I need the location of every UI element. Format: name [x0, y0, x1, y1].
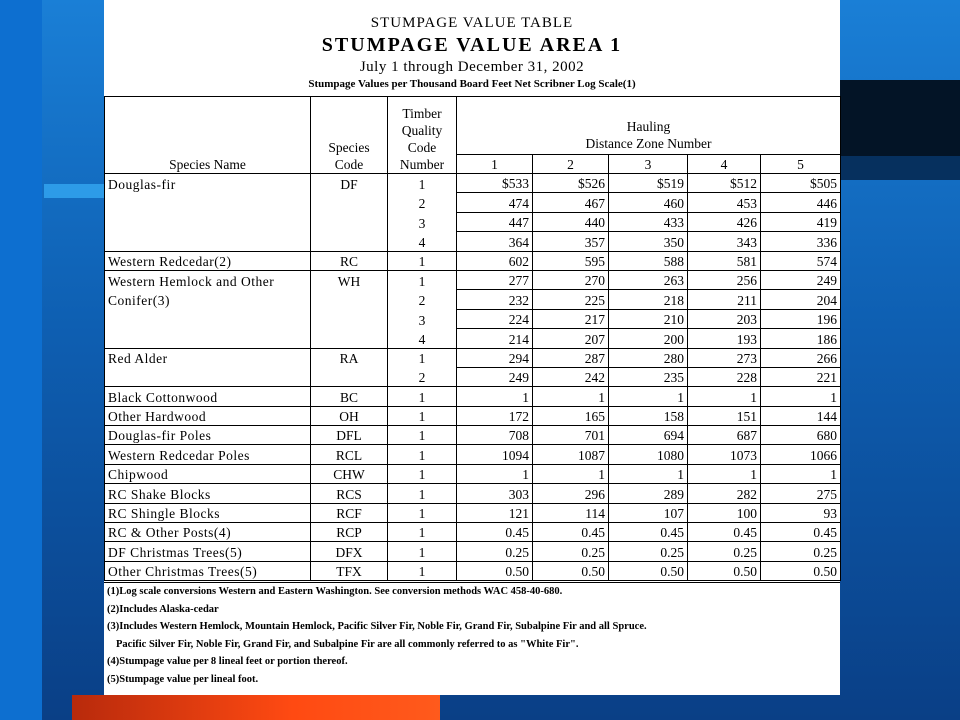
quality-code-cell: 1	[388, 426, 457, 445]
zone-3-value-cell: 1080	[609, 445, 688, 464]
species-code-cell	[311, 309, 388, 328]
species-name-cell	[105, 193, 311, 212]
zone-1-value-cell: 1094	[457, 445, 533, 464]
quality-code-cell: 1	[388, 445, 457, 464]
species-code-cell: RCS	[311, 484, 388, 503]
zone-1-value-cell: 277	[457, 270, 533, 289]
zone-4-value-cell: 193	[688, 329, 761, 348]
species-code-cell	[311, 290, 388, 309]
zone-4-value-cell: 1073	[688, 445, 761, 464]
table-row	[105, 484, 841, 503]
species-code-cell: RA	[311, 348, 388, 367]
zone-5-value-cell: 0.50	[761, 561, 841, 580]
zone-3-value-cell: 1	[609, 464, 688, 483]
table-row	[105, 290, 841, 309]
zone-2-value-cell: 270	[533, 270, 609, 289]
zone-3-value-cell: 210	[609, 309, 688, 328]
zone-2-value-cell: 0.25	[533, 542, 609, 561]
quality-code-cell: 1	[388, 348, 457, 367]
species-name-cell: RC & Other Posts(4)	[105, 523, 311, 542]
zone-4-value-cell: 0.50	[688, 561, 761, 580]
table-row	[105, 445, 841, 464]
species-name-cell: Western Hemlock and Other	[105, 270, 311, 289]
table-row	[105, 503, 841, 522]
header-species-code	[311, 97, 388, 174]
zone-4-value-cell: 453	[688, 193, 761, 212]
zone-5-value-cell: 0.45	[761, 523, 841, 542]
footnote-3: (3)Includes Western Hemlock, Mountain Hemlock, Pacific Silver Fir, Noble Fir, Grand Fir, Subalpine Fir and all Spruce.	[107, 621, 647, 632]
zone-5-value-cell: 196	[761, 309, 841, 328]
zone-1-value-cell: 474	[457, 193, 533, 212]
species-name-cell	[105, 367, 311, 386]
header-timber-line2: Quality	[401, 123, 443, 138]
quality-code-cell: 2	[388, 193, 457, 212]
zone-3-value-cell: 289	[609, 484, 688, 503]
zone-1-value-cell: 232	[457, 290, 533, 309]
zone-2-value-cell: 595	[533, 251, 609, 270]
zone-2-value-cell: 0.45	[533, 523, 609, 542]
zone-4-value-cell: 687	[688, 426, 761, 445]
species-name-cell: Douglas-fir	[105, 174, 311, 193]
zone-5-value-cell: 275	[761, 484, 841, 503]
species-name-cell	[105, 309, 311, 328]
stumpage-table	[104, 96, 841, 581]
zone-4-value-cell: 343	[688, 232, 761, 251]
species-code-cell: DF	[311, 174, 388, 193]
quality-code-cell: 1	[388, 523, 457, 542]
zone-2-value-cell: 242	[533, 367, 609, 386]
footnote-4: (4)Stumpage value per 8 lineal feet or portion thereof.	[107, 656, 348, 667]
species-name-cell: Red Alder	[105, 348, 311, 367]
quality-code-cell: 1	[388, 484, 457, 503]
quality-code-cell: 4	[388, 329, 457, 348]
zone-2-value-cell: 701	[533, 426, 609, 445]
zone-2-value-cell: 440	[533, 212, 609, 231]
quality-code-cell: 3	[388, 212, 457, 231]
species-code-cell: RC	[311, 251, 388, 270]
zone-1-value-cell: 708	[457, 426, 533, 445]
header-zone-2: 2	[533, 155, 609, 174]
area-title: STUMPAGE VALUE AREA 1	[321, 34, 623, 56]
header-zone-1: 1	[457, 155, 533, 174]
zone-2-value-cell: 1087	[533, 445, 609, 464]
quality-code-cell: 3	[388, 309, 457, 328]
zone-1-value-cell: 1	[457, 464, 533, 483]
zone-5-value-cell: $505	[761, 174, 841, 193]
species-code-cell: DFL	[311, 426, 388, 445]
table-row	[105, 561, 841, 580]
zone-1-value-cell: 294	[457, 348, 533, 367]
date-range: July 1 through December 31, 2002	[359, 59, 585, 75]
table-row	[105, 212, 841, 231]
units-subtitle: Stumpage Values per Thousand Board Feet Net Scribner Log Scale(1)	[308, 78, 636, 90]
stumpage-document	[104, 0, 840, 695]
zone-5-value-cell: 249	[761, 270, 841, 289]
header-timber-line3: Code	[407, 140, 437, 155]
zone-5-value-cell: 680	[761, 426, 841, 445]
document-titles	[104, 14, 840, 92]
zone-3-value-cell: 107	[609, 503, 688, 522]
quality-code-cell: 1	[388, 270, 457, 289]
quality-code-cell: 1	[388, 464, 457, 483]
species-name-cell: RC Shingle Blocks	[105, 503, 311, 522]
species-name-cell: Western Redcedar(2)	[105, 251, 311, 270]
zone-4-value-cell: 426	[688, 212, 761, 231]
zone-5-value-cell: 574	[761, 251, 841, 270]
zone-5-value-cell: 266	[761, 348, 841, 367]
zone-4-value-cell: 581	[688, 251, 761, 270]
table-body	[105, 174, 841, 581]
zone-3-value-cell: 460	[609, 193, 688, 212]
species-name-cell: Black Cottonwood	[105, 387, 311, 406]
species-name-cell	[105, 329, 311, 348]
species-code-cell: WH	[311, 270, 388, 289]
zone-3-value-cell: 350	[609, 232, 688, 251]
background-dark-block-lower	[839, 156, 960, 180]
background-dark-block	[839, 80, 960, 156]
header-hauling-line2: Distance Zone Number	[585, 135, 712, 151]
zone-5-value-cell: 446	[761, 193, 841, 212]
zone-4-value-cell: 100	[688, 503, 761, 522]
table-row	[105, 251, 841, 270]
zone-2-value-cell: 1	[533, 464, 609, 483]
header-zone-3: 3	[609, 155, 688, 174]
zone-3-value-cell: 0.25	[609, 542, 688, 561]
header-timber-line4: Number	[399, 157, 445, 172]
table-title: STUMPAGE VALUE TABLE	[370, 15, 574, 31]
table-row	[105, 523, 841, 542]
table-row	[105, 270, 841, 289]
zone-5-value-cell: 336	[761, 232, 841, 251]
background-left-bar	[0, 0, 42, 720]
zone-5-value-cell: 186	[761, 329, 841, 348]
table-row	[105, 426, 841, 445]
quality-code-cell: 1	[388, 387, 457, 406]
quality-code-cell: 1	[388, 542, 457, 561]
zone-2-value-cell: 217	[533, 309, 609, 328]
footnote-5: (5)Stumpage value per lineal foot.	[107, 673, 259, 685]
zone-3-value-cell: 235	[609, 367, 688, 386]
header-hauling-line1: Hauling	[626, 118, 671, 134]
quality-code-cell: 4	[388, 232, 457, 251]
zone-5-value-cell: 221	[761, 367, 841, 386]
species-code-cell: DFX	[311, 542, 388, 561]
table-row	[105, 174, 841, 193]
zone-1-value-cell: 224	[457, 309, 533, 328]
table-row	[105, 348, 841, 367]
table-row	[105, 542, 841, 561]
species-code-cell: RCP	[311, 523, 388, 542]
zone-1-value-cell: 1	[457, 387, 533, 406]
zone-5-value-cell: 1	[761, 464, 841, 483]
footnote-1: (1)Log scale conversions Western and Eastern Washington. See conversion methods WAC 458-40-680.	[107, 586, 563, 597]
zone-2-value-cell: 0.50	[533, 561, 609, 580]
species-name-cell: RC Shake Blocks	[105, 484, 311, 503]
quality-code-cell: 1	[388, 406, 457, 425]
zone-2-value-cell: 1	[533, 387, 609, 406]
header-zone-4: 4	[688, 155, 761, 174]
zone-4-value-cell: 273	[688, 348, 761, 367]
zone-4-value-cell: 256	[688, 270, 761, 289]
zone-2-value-cell: 357	[533, 232, 609, 251]
zone-2-value-cell: 225	[533, 290, 609, 309]
zone-2-value-cell: 467	[533, 193, 609, 212]
zone-1-value-cell: 172	[457, 406, 533, 425]
species-code-cell	[311, 212, 388, 231]
species-code-cell	[311, 232, 388, 251]
zone-1-value-cell: $533	[457, 174, 533, 193]
zone-4-value-cell: $512	[688, 174, 761, 193]
species-code-cell: CHW	[311, 464, 388, 483]
zone-3-value-cell: 218	[609, 290, 688, 309]
zone-3-value-cell: 280	[609, 348, 688, 367]
zone-2-value-cell: 165	[533, 406, 609, 425]
footnote-2: (2)Includes Alaska-cedar	[107, 603, 219, 615]
zone-3-value-cell: 588	[609, 251, 688, 270]
quality-code-cell: 1	[388, 561, 457, 580]
header-species-code-line1: Species	[328, 140, 370, 155]
zone-4-value-cell: 282	[688, 484, 761, 503]
header-timber-quality	[388, 97, 457, 174]
footnotes	[104, 582, 840, 696]
zone-5-value-cell: 93	[761, 503, 841, 522]
zone-3-value-cell: 1	[609, 387, 688, 406]
zone-1-value-cell: 364	[457, 232, 533, 251]
background-orange-bar	[72, 695, 440, 720]
zone-1-value-cell: 0.25	[457, 542, 533, 561]
zone-1-value-cell: 0.45	[457, 523, 533, 542]
species-code-cell	[311, 329, 388, 348]
zone-2-value-cell: 296	[533, 484, 609, 503]
species-name-cell: Other Hardwood	[105, 406, 311, 425]
table-row	[105, 329, 841, 348]
species-name-cell: DF Christmas Trees(5)	[105, 542, 311, 561]
zone-1-value-cell: 303	[457, 484, 533, 503]
zone-4-value-cell: 228	[688, 367, 761, 386]
species-name-cell: Conifer(3)	[105, 290, 311, 309]
species-code-cell: BC	[311, 387, 388, 406]
zone-4-value-cell: 203	[688, 309, 761, 328]
species-code-cell: OH	[311, 406, 388, 425]
header-species-name: Species Name	[105, 97, 311, 174]
table-row	[105, 387, 841, 406]
zone-4-value-cell: 211	[688, 290, 761, 309]
zone-2-value-cell: 287	[533, 348, 609, 367]
species-name-cell	[105, 212, 311, 231]
zone-3-value-cell: 0.50	[609, 561, 688, 580]
zone-4-value-cell: 1	[688, 387, 761, 406]
zone-4-value-cell: 1	[688, 464, 761, 483]
quality-code-cell: 2	[388, 290, 457, 309]
species-name-cell	[105, 232, 311, 251]
zone-2-value-cell: $526	[533, 174, 609, 193]
zone-5-value-cell: 1066	[761, 445, 841, 464]
species-code-cell: RCF	[311, 503, 388, 522]
zone-3-value-cell: 263	[609, 270, 688, 289]
zone-2-value-cell: 207	[533, 329, 609, 348]
zone-1-value-cell: 602	[457, 251, 533, 270]
table-row	[105, 193, 841, 212]
background-accent-band	[44, 184, 106, 198]
footnote-3-continued: Pacific Silver Fir, Noble Fir, Grand Fir, and Subalpine Fir are all commonly referred to as "White Fir".	[116, 638, 579, 650]
zone-1-value-cell: 249	[457, 367, 533, 386]
quality-code-cell: 1	[388, 174, 457, 193]
header-zone-5: 5	[761, 155, 841, 174]
species-code-cell: TFX	[311, 561, 388, 580]
zone-4-value-cell: 0.25	[688, 542, 761, 561]
zone-3-value-cell: $519	[609, 174, 688, 193]
zone-3-value-cell: 158	[609, 406, 688, 425]
zone-5-value-cell: 204	[761, 290, 841, 309]
zone-3-value-cell: 200	[609, 329, 688, 348]
zone-5-value-cell: 1	[761, 387, 841, 406]
header-species-code-line2: Code	[334, 157, 364, 172]
zone-5-value-cell: 144	[761, 406, 841, 425]
quality-code-cell: 1	[388, 251, 457, 270]
table-row	[105, 232, 841, 251]
species-code-cell: RCL	[311, 445, 388, 464]
species-name-cell: Other Christmas Trees(5)	[105, 561, 311, 580]
table-row	[105, 464, 841, 483]
zone-1-value-cell: 447	[457, 212, 533, 231]
zone-4-value-cell: 151	[688, 406, 761, 425]
species-name-cell: Western Redcedar Poles	[105, 445, 311, 464]
zone-4-value-cell: 0.45	[688, 523, 761, 542]
table-row	[105, 309, 841, 328]
table-header	[105, 97, 841, 174]
table-row	[105, 367, 841, 386]
quality-code-cell: 1	[388, 503, 457, 522]
table-row	[105, 406, 841, 425]
header-hauling	[457, 97, 841, 155]
zone-1-value-cell: 214	[457, 329, 533, 348]
header-timber-line1: Timber	[402, 106, 442, 121]
zone-3-value-cell: 433	[609, 212, 688, 231]
zone-2-value-cell: 114	[533, 503, 609, 522]
zone-3-value-cell: 694	[609, 426, 688, 445]
species-name-cell: Chipwood	[105, 464, 311, 483]
zone-5-value-cell: 419	[761, 212, 841, 231]
species-name-cell: Douglas-fir Poles	[105, 426, 311, 445]
species-code-cell	[311, 193, 388, 212]
zone-5-value-cell: 0.25	[761, 542, 841, 561]
zone-1-value-cell: 0.50	[457, 561, 533, 580]
species-code-cell	[311, 367, 388, 386]
quality-code-cell: 2	[388, 367, 457, 386]
zone-3-value-cell: 0.45	[609, 523, 688, 542]
zone-1-value-cell: 121	[457, 503, 533, 522]
